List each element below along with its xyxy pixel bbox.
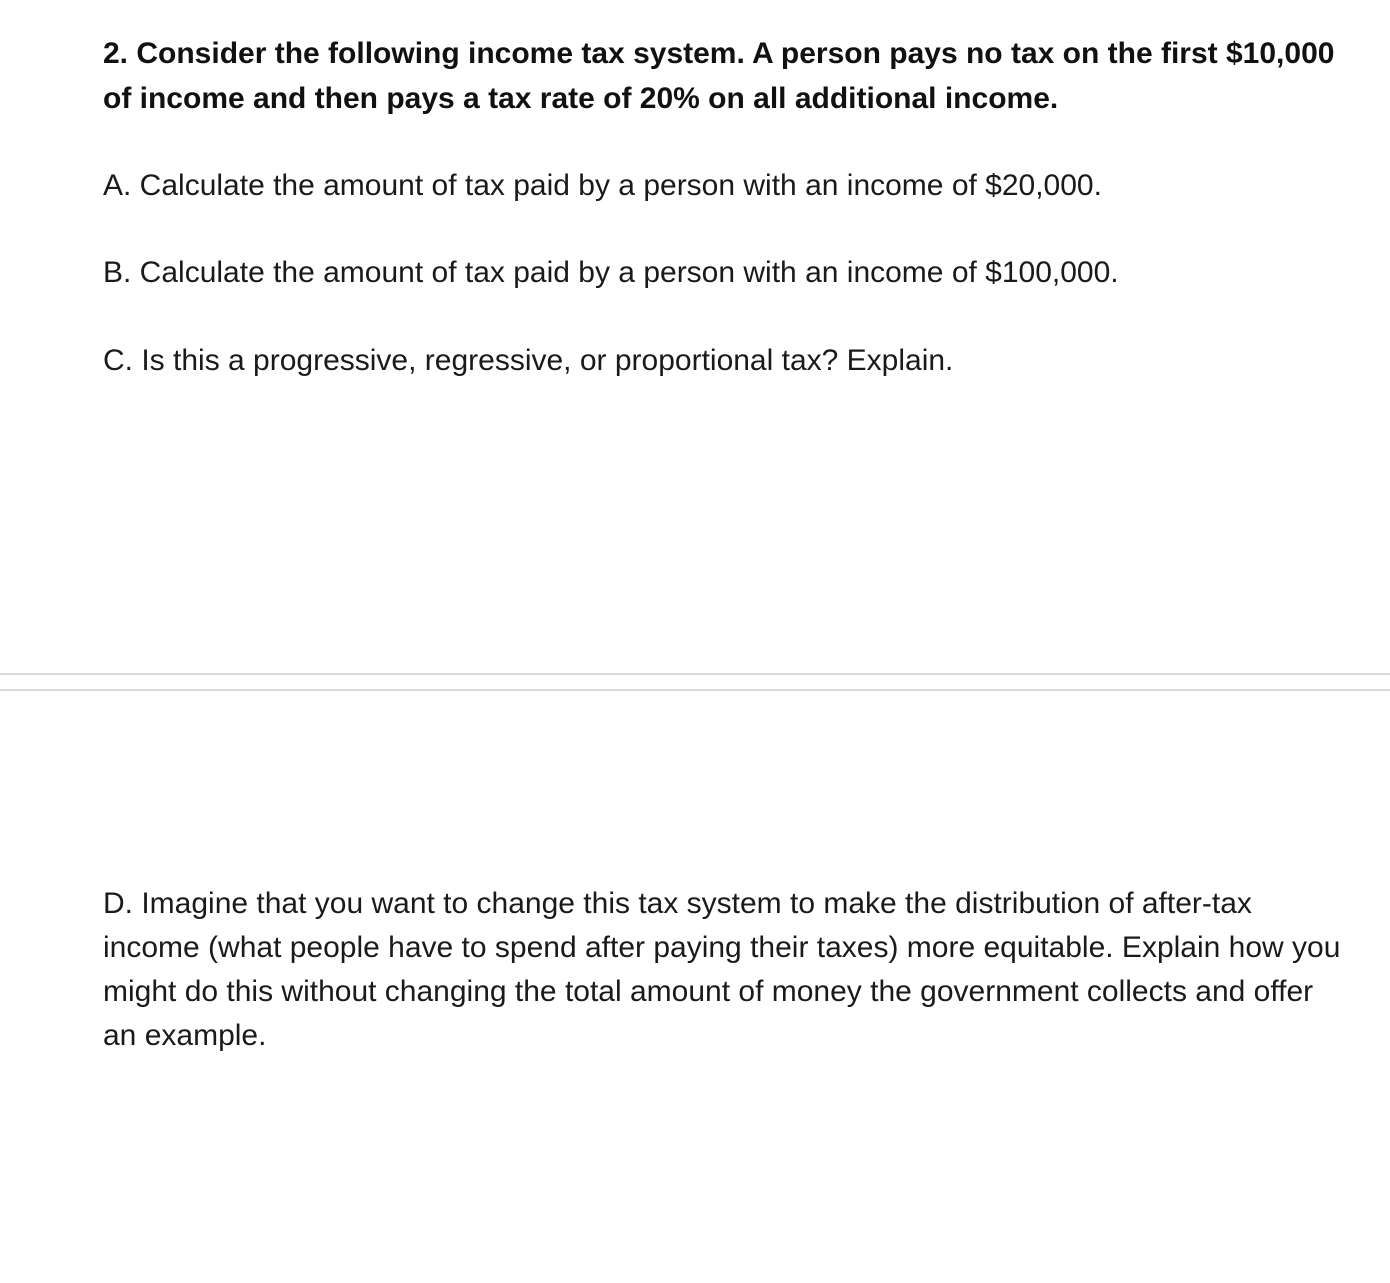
divider-line-top: [0, 673, 1390, 675]
part-c-text: C. Is this a progressive, regressive, or proportional tax? Explain.: [103, 344, 954, 377]
part-d-text: D. Imagine that you want to change this tax system to make the distribution of after-tax income (what people have to spend after paying their taxes) more equitable. Explain how you might do this without changing the total amount of money the government collects and offer an example.: [103, 887, 1341, 1052]
divider-line-bottom: [0, 689, 1390, 691]
question-title: 2. Consider the following income tax system. A person pays no tax on the first $10,000 of income and then pays a tax rate of 20% on all additional income.: [103, 37, 1335, 115]
part-a-text: A. Calculate the amount of tax paid by a person with an income of $20,000.: [103, 169, 1102, 202]
part-b-text: B. Calculate the amount of tax paid by a person with an income of $100,000.: [103, 256, 1119, 289]
